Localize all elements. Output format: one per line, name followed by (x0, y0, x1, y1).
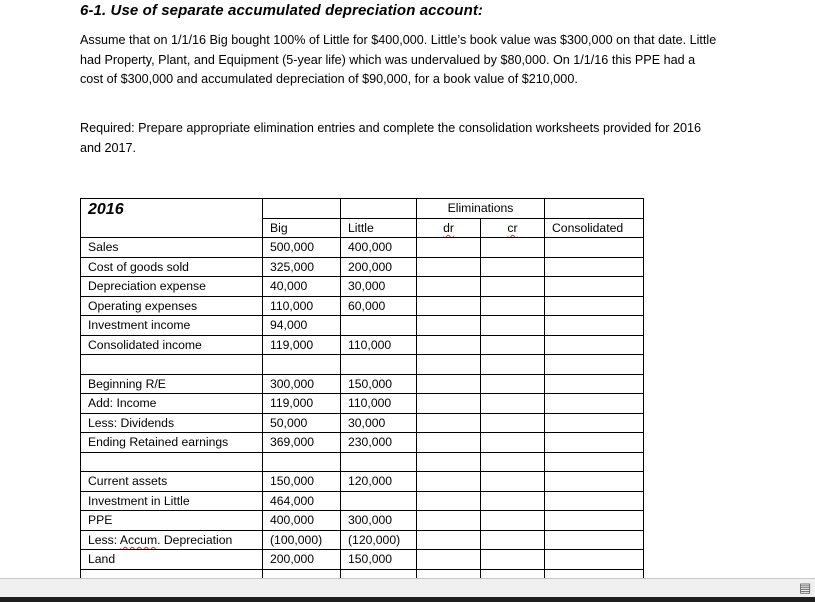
cr-cell[interactable] (481, 511, 545, 531)
table-row (81, 569, 644, 578)
read-mode-icon[interactable]: ▤ (799, 581, 812, 595)
row-label[interactable] (81, 569, 263, 578)
consolidated-cell[interactable] (545, 277, 644, 297)
little-cell[interactable] (341, 316, 417, 336)
big-cell[interactable] (263, 569, 341, 578)
table-row (81, 511, 644, 531)
dr-cell[interactable] (417, 452, 481, 472)
cr-label: cr (507, 220, 518, 235)
consolidated-cell[interactable] (545, 355, 644, 375)
cr-cell[interactable] (481, 238, 545, 258)
cr-column-header (481, 218, 545, 238)
header-cell-blank[interactable] (263, 199, 341, 219)
cr-cell[interactable] (481, 374, 545, 394)
consolidated-cell[interactable] (545, 296, 644, 316)
row-label-suffix: . Depreciation (157, 532, 233, 547)
consolidated-cell[interactable] (545, 491, 644, 511)
cr-cell[interactable] (481, 257, 545, 277)
row-label[interactable]: Sales (81, 238, 263, 258)
little-cell[interactable] (341, 452, 417, 472)
big-cell[interactable]: 200,000 (263, 550, 341, 570)
consolidated-cell[interactable] (545, 530, 644, 550)
consolidated-cell[interactable] (545, 511, 644, 531)
header-cell-blank[interactable] (545, 199, 644, 219)
dr-cell[interactable] (417, 569, 481, 578)
big-cell[interactable]: 50,000 (263, 413, 341, 433)
table-row (81, 452, 644, 472)
little-cell[interactable] (341, 491, 417, 511)
cr-cell[interactable] (481, 394, 545, 414)
dr-cell[interactable] (417, 433, 481, 453)
little-column-header: Little (341, 218, 417, 238)
big-cell[interactable]: 500,000 (263, 238, 341, 258)
table-row (81, 277, 644, 297)
dr-cell[interactable] (417, 394, 481, 414)
table-row (81, 296, 644, 316)
cr-cell[interactable] (481, 530, 545, 550)
table-row (81, 530, 644, 550)
cr-cell[interactable] (481, 550, 545, 570)
big-cell[interactable]: 325,000 (263, 257, 341, 277)
table-row (81, 374, 644, 394)
little-cell[interactable]: 300,000 (341, 511, 417, 531)
dr-cell[interactable] (417, 511, 481, 531)
dr-cell[interactable] (417, 277, 481, 297)
little-cell[interactable]: 150,000 (341, 550, 417, 570)
big-cell[interactable]: (100,000) (263, 530, 341, 550)
taskbar (0, 597, 815, 602)
dr-cell[interactable] (417, 530, 481, 550)
required-paragraph: Required: Prepare appropriate elimination entries and complete the consolidation worksheets provided for 2016 and 2017. (80, 121, 701, 155)
consolidated-cell[interactable] (545, 257, 644, 277)
consolidated-cell[interactable] (545, 316, 644, 336)
table-row (81, 394, 644, 414)
little-cell[interactable]: 200,000 (341, 257, 417, 277)
row-label[interactable]: Land (81, 550, 263, 570)
little-cell[interactable]: 230,000 (341, 433, 417, 453)
big-cell[interactable]: 110,000 (263, 296, 341, 316)
little-cell[interactable]: 60,000 (341, 296, 417, 316)
little-cell[interactable]: 150,000 (341, 374, 417, 394)
dr-cell[interactable] (417, 491, 481, 511)
row-label[interactable] (81, 452, 263, 472)
row-label[interactable]: Investment in Little (81, 491, 263, 511)
dr-cell[interactable] (417, 472, 481, 492)
consolidation-worksheet-2016 (80, 198, 644, 578)
cr-cell[interactable] (481, 452, 545, 472)
consolidated-cell[interactable] (545, 433, 644, 453)
consolidated-cell[interactable] (545, 413, 644, 433)
little-cell[interactable]: 30,000 (341, 413, 417, 433)
big-cell[interactable]: 400,000 (263, 511, 341, 531)
cr-cell[interactable] (481, 316, 545, 336)
table-row (81, 238, 644, 258)
consolidated-cell[interactable] (545, 472, 644, 492)
big-cell[interactable]: 119,000 (263, 335, 341, 355)
header-cell-blank[interactable] (341, 199, 417, 219)
eliminations-header: Eliminations (417, 199, 545, 219)
little-cell[interactable]: 400,000 (341, 238, 417, 258)
table-row (81, 355, 644, 375)
cr-cell[interactable] (481, 296, 545, 316)
dr-cell[interactable] (417, 316, 481, 336)
consolidated-cell[interactable] (545, 335, 644, 355)
dr-cell[interactable] (417, 257, 481, 277)
row-label[interactable]: Consolidated income (81, 335, 263, 355)
dr-cell[interactable] (417, 374, 481, 394)
cr-cell[interactable] (481, 472, 545, 492)
row-label[interactable]: Investment income (81, 316, 263, 336)
big-cell[interactable] (263, 355, 341, 375)
row-label[interactable]: Current assets (81, 472, 263, 492)
row-label[interactable] (81, 530, 263, 550)
cr-cell[interactable] (481, 277, 545, 297)
dr-cell[interactable] (417, 413, 481, 433)
little-cell[interactable]: (120,000) (341, 530, 417, 550)
table-row (81, 491, 644, 511)
row-label[interactable]: PPE (81, 511, 263, 531)
little-cell[interactable] (341, 355, 417, 375)
consolidated-cell[interactable] (545, 569, 644, 578)
little-cell[interactable]: 30,000 (341, 277, 417, 297)
row-label[interactable]: Less: Dividends (81, 413, 263, 433)
cr-cell[interactable] (481, 355, 545, 375)
big-column-header: Big (263, 218, 341, 238)
consolidated-cell[interactable] (545, 550, 644, 570)
table-row (81, 413, 644, 433)
row-label[interactable]: Ending Retained earnings (81, 433, 263, 453)
big-cell[interactable]: 40,000 (263, 277, 341, 297)
table-row (81, 316, 644, 336)
table-row (81, 433, 644, 453)
row-label[interactable]: Beginning R/E (81, 374, 263, 394)
cr-cell[interactable] (481, 433, 545, 453)
worksheet-year: 2016 (81, 199, 263, 238)
dr-cell[interactable] (417, 335, 481, 355)
row-label[interactable]: Add: Income (81, 394, 263, 414)
consolidated-cell[interactable] (545, 374, 644, 394)
spellcheck-flagged-word[interactable]: Accum (119, 532, 158, 547)
table-row (81, 472, 644, 492)
cr-cell[interactable] (481, 413, 545, 433)
dr-cell[interactable] (417, 296, 481, 316)
little-cell[interactable]: 110,000 (341, 335, 417, 355)
row-label-prefix: Less: (88, 532, 120, 547)
dr-cell[interactable] (417, 355, 481, 375)
cr-cell[interactable] (481, 335, 545, 355)
table-row (81, 257, 644, 277)
consolidated-cell[interactable] (545, 394, 644, 414)
big-cell[interactable]: 119,000 (263, 394, 341, 414)
dr-cell[interactable] (417, 550, 481, 570)
little-cell[interactable] (341, 569, 417, 578)
dr-label: dr (443, 220, 454, 235)
big-cell[interactable]: 150,000 (263, 472, 341, 492)
little-cell[interactable]: 120,000 (341, 472, 417, 492)
little-cell[interactable]: 110,000 (341, 394, 417, 414)
exercise-heading: 6-1. Use of separate accumulated depreciation account: (80, 2, 484, 19)
table-row (81, 335, 644, 355)
status-bar (0, 578, 815, 597)
big-cell[interactable]: 464,000 (263, 491, 341, 511)
consolidated-cell[interactable] (545, 452, 644, 472)
consolidated-column-header: Consolidated (545, 218, 644, 238)
row-label[interactable]: Operating expenses (81, 296, 263, 316)
big-cell[interactable] (263, 452, 341, 472)
dr-cell[interactable] (417, 238, 481, 258)
cr-cell[interactable] (481, 569, 545, 578)
problem-paragraph: Assume that on 1/1/16 Big bought 100% of Little for $400,000. Little’s book value was $300,000 on that date. Little had Property, Plant, and Equipment (5-year life) which was undervalued by $80,000. On 1/1/16 this PPE had a cost of $300,000 and accumulated depreciation of $90,000, for a book value of $210,000. (80, 33, 717, 86)
worksheet-header-row-1 (81, 199, 644, 219)
big-cell[interactable]: 369,000 (263, 433, 341, 453)
cr-cell[interactable] (481, 491, 545, 511)
row-label[interactable] (81, 355, 263, 375)
consolidated-cell[interactable] (545, 238, 644, 258)
big-cell[interactable]: 300,000 (263, 374, 341, 394)
table-row (81, 550, 644, 570)
row-label[interactable]: Depreciation expense (81, 277, 263, 297)
dr-column-header (417, 218, 481, 238)
big-cell[interactable]: 94,000 (263, 316, 341, 336)
row-label[interactable]: Cost of goods sold (81, 257, 263, 277)
